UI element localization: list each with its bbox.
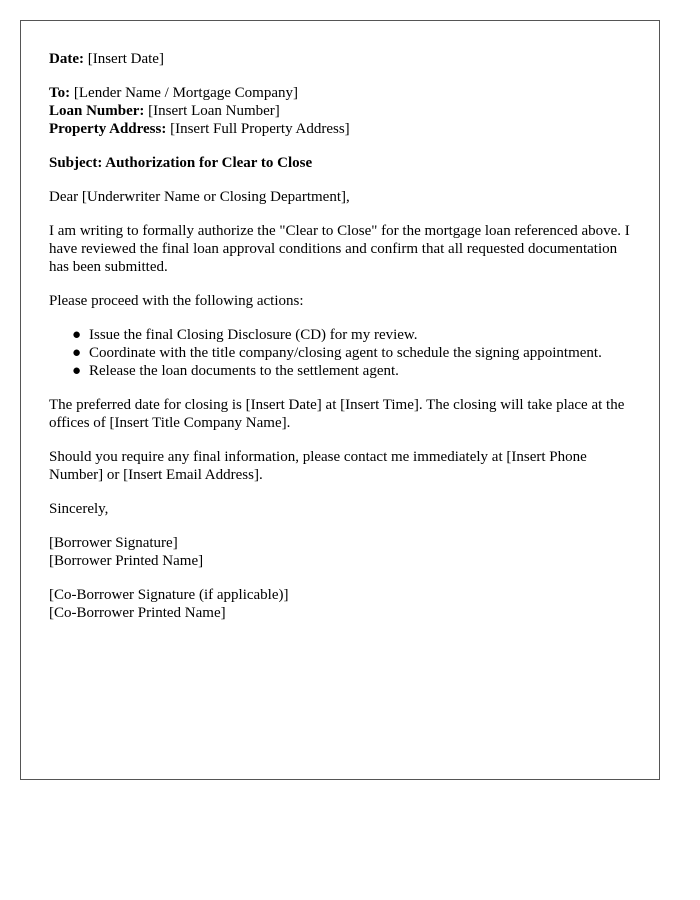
action-text: Release the loan documents to the settlement agent. <box>89 363 399 379</box>
date-value: [Insert Date] <box>87 51 164 67</box>
date-line <box>49 50 631 68</box>
to-label: To: <box>49 85 71 101</box>
co-borrower-signature: [Co-Borrower Signature (if applicable)] <box>49 587 289 603</box>
loan-number-label: Loan Number: <box>49 103 145 119</box>
actions-intro: Please proceed with the following actions: <box>49 293 304 309</box>
recipient-block <box>49 84 631 138</box>
borrower-printed-name: [Borrower Printed Name] <box>49 553 204 569</box>
bullet-icon: ● <box>72 327 82 343</box>
property-address-value: [Insert Full Property Address] <box>170 121 350 137</box>
subject-line: Subject: Authorization for Clear to Close <box>49 155 313 171</box>
co-borrower-signature-block <box>49 586 631 622</box>
list-item <box>72 362 631 380</box>
co-borrower-printed-name: [Co-Borrower Printed Name] <box>49 605 226 621</box>
to-value: [Lender Name / Mortgage Company] <box>73 85 298 101</box>
loan-number-value: [Insert Loan Number] <box>148 103 280 119</box>
borrower-signature: [Borrower Signature] <box>49 535 178 551</box>
property-address-line <box>49 120 631 138</box>
borrower-signature-block <box>49 534 631 570</box>
body-paragraph-2: The preferred date for closing is [Insert Date] at [Insert Time]. The closing will take place at the offices of [Insert Title Company Name]. <box>49 397 625 431</box>
bullet-icon: ● <box>72 345 82 361</box>
date-label: Date: <box>49 51 84 67</box>
body-paragraph-1: I am writing to formally authorize the "Clear to Close" for the mortgage loan referenced above. I have reviewed the final loan approval conditions and confirm that all requested documentation has been submitted. <box>49 223 630 275</box>
body-paragraph-3: Should you require any final information, please contact me immediately at [Insert Phone Number] or [Insert Email Address]. <box>49 449 587 483</box>
salutation: Dear [Underwriter Name or Closing Department], <box>49 189 350 205</box>
action-text: Coordinate with the title company/closing agent to schedule the signing appointment. <box>89 345 602 361</box>
letter-document <box>20 20 660 780</box>
action-text: Issue the final Closing Disclosure (CD) for my review. <box>89 327 418 343</box>
bullet-icon: ● <box>72 363 82 379</box>
closing-line: Sincerely, <box>49 501 109 517</box>
to-line <box>49 84 631 102</box>
list-item <box>72 326 631 344</box>
property-address-label: Property Address: <box>49 121 167 137</box>
loan-number-line <box>49 102 631 120</box>
actions-list <box>49 326 631 380</box>
list-item <box>72 344 631 362</box>
